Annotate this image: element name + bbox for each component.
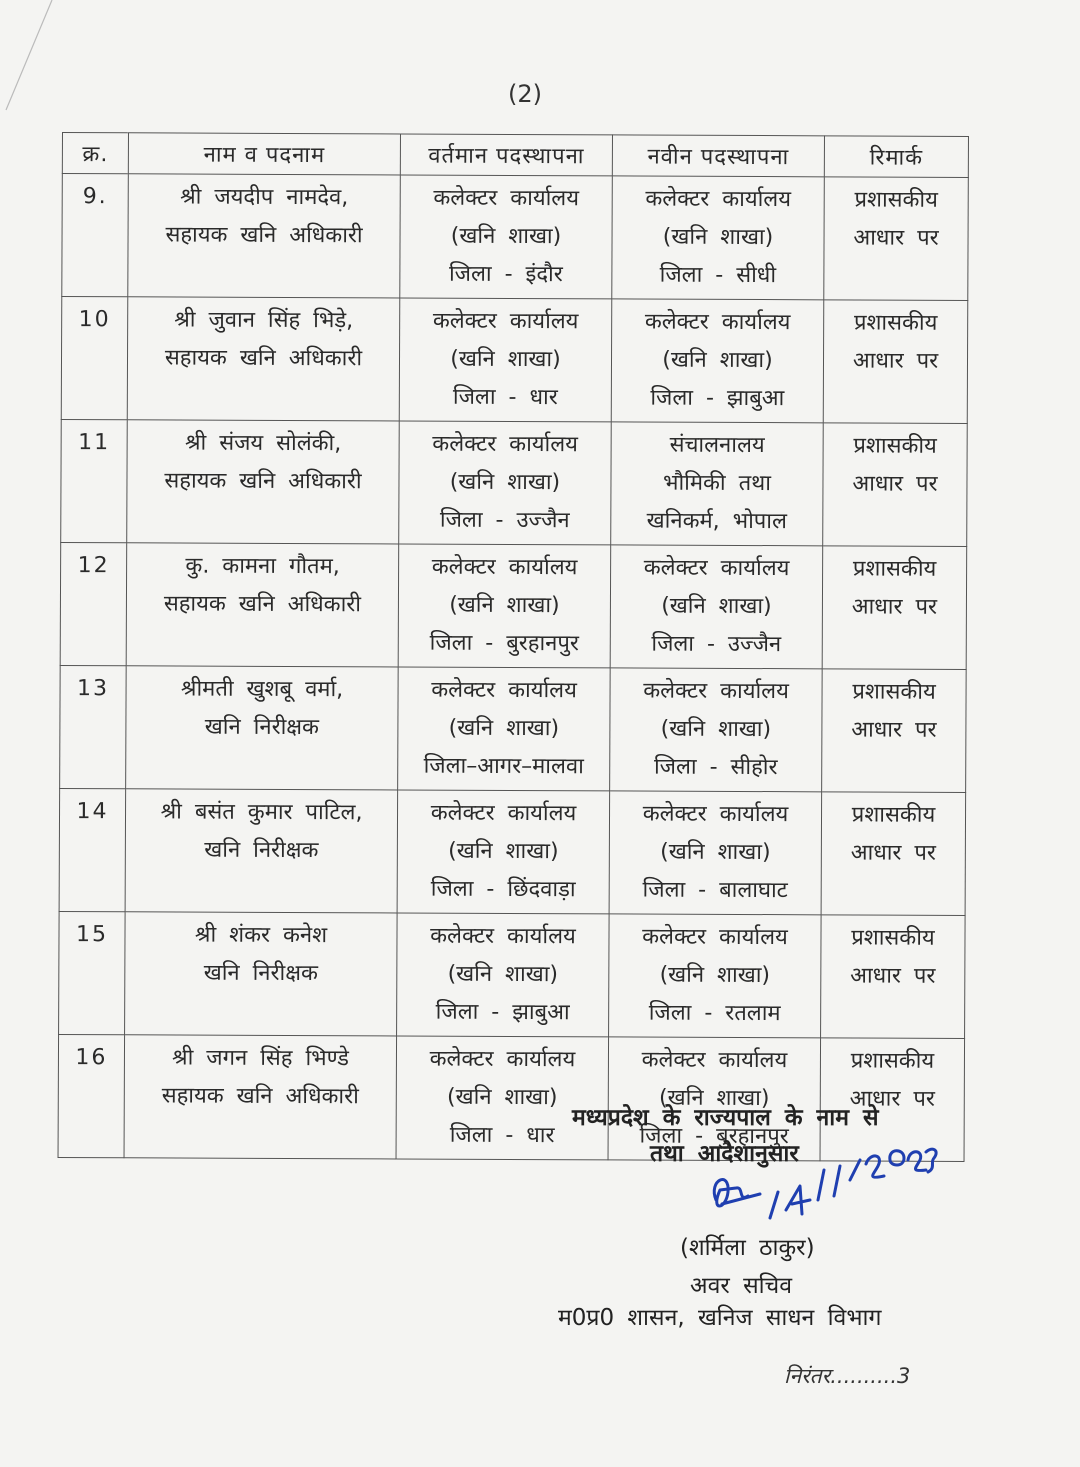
name-line: सहायक खनि अधिकारी [164,345,363,372]
current-posting-line: कलेक्टर कार्यालय [432,431,579,458]
name-line: सहायक खनि अधिकारी [161,1083,359,1110]
page-number: (2) [508,80,542,108]
current-posting-cell [396,1036,609,1160]
remark-line: प्रशासकीय [851,925,935,951]
current-posting-line: (खनि शाखा) [447,961,559,988]
name-line: श्री संजय सोलंकी, [184,430,342,457]
name-line: श्री जगन सिंह भिण्डे [171,1045,349,1072]
new-posting-cell [611,422,824,546]
new-posting-line: (खनि शाखा) [662,347,773,374]
name-line: श्रीमती खुशबू वर्मा, [180,676,344,703]
name-line: सहायक खनि अधिकारी [164,468,362,495]
new-posting-line: कलेक्टर कार्यालय [644,309,791,336]
header-remark: रिमार्क [824,136,968,178]
current-posting-cell [398,544,611,668]
name-line: श्री जुवान सिंह भिड़े, [174,307,354,334]
current-posting-cell [400,175,613,299]
authority-line: मध्यप्रदेश के राज्यपाल के नाम से [572,1105,879,1131]
remark-line: प्रशासकीय [852,679,936,705]
current-posting-cell [397,790,610,914]
name-cell [127,420,400,544]
remark-line: आधार पर [852,471,938,497]
current-posting-line: कलेक्टर कार्यालय [432,308,579,335]
current-posting-line: (खनि शाखा) [448,715,560,742]
new-posting-line: जिला - बुरहानपुर [639,1123,789,1150]
remark-line: प्रशासकीय [854,187,938,213]
table-row [60,665,967,792]
name-line: सहायक खनि अधिकारी [163,591,362,618]
new-posting-cell [612,176,825,300]
remark-line: आधार पर [850,963,936,989]
name-cell [126,543,399,667]
remark-line: आधार पर [853,225,939,251]
new-posting-line: (खनि शाखा) [659,962,771,989]
table-header-row [62,133,968,178]
current-posting-line: जिला–आगर–मालवा [423,753,584,780]
current-posting-line: जिला - बुरहानपुर [429,630,579,657]
name-line: श्री जयदीप नामदेव, [180,184,349,211]
table-body [58,174,968,1162]
current-posting-line: जिला - धार [449,1122,555,1149]
current-posting-line: (खनि शाखा) [450,223,562,250]
name-line: खनि निरीक्षक [204,837,319,864]
signatory-title: अवर सचिव [690,1273,792,1299]
current-posting-line: कलेक्टर कार्यालय [431,554,578,581]
remark-line: आधार पर [849,1086,935,1112]
current-posting-line: जिला - धार [452,384,558,411]
new-posting-line: जिला - सीधी [659,262,777,289]
serial-cell: 10 [61,297,128,420]
new-posting-cell [609,791,822,915]
name-cell [128,174,401,298]
new-posting-line: कलेक्टर कार्यालय [643,678,789,705]
current-posting-line: (खनि शाखा) [448,838,559,865]
current-posting-line: जिला - झाबुआ [435,999,570,1026]
header-new-posting: नवीन पदस्थापना [612,135,824,177]
new-posting-line: (खनि शाखा) [662,224,774,251]
remark-line: आधार पर [851,594,938,620]
remark-line: आधार पर [850,840,937,866]
table-row [59,788,966,915]
current-posting-line: कलेक्टर कार्यालय [430,800,577,827]
table-row [60,542,967,669]
new-posting-line: जिला - उज्जैन [651,631,782,658]
current-posting-line: जिला - छिंदवाड़ा [430,876,576,903]
current-posting-line: कलेक्टर कार्यालय [429,1046,576,1073]
name-cell [125,912,398,1036]
current-posting-cell [397,913,610,1037]
serial-cell: 15 [59,911,126,1034]
new-posting-line: संचालनालय [669,432,765,459]
current-posting-line: (खनि शाखा) [449,592,560,619]
current-posting-line: (खनि शाखा) [449,469,561,496]
current-posting-line: जिला - उज्जैन [439,507,570,534]
current-posting-line: कलेक्टर कार्यालय [430,923,576,950]
new-posting-line: कलेक्टर कार्यालय [641,1047,788,1074]
new-posting-line: (खनि शाखा) [660,716,772,743]
new-posting-cell [609,914,822,1038]
table-row [62,174,969,301]
remark-line: प्रशासकीय [850,1048,935,1074]
header-current-posting: वर्तमान पदस्थापना [400,134,612,176]
new-posting-line: कलेक्टर कार्यालय [645,186,792,213]
table-row [61,297,968,424]
remark-line: प्रशासकीय [853,310,938,336]
current-posting-line: जिला - इंदौर [448,261,563,288]
continued-marker: निरंतर..........3 [784,1364,911,1388]
serial-cell: 12 [60,542,127,665]
table-row [61,419,968,546]
new-posting-line: (खनि शाखा) [660,839,771,866]
remark-line: प्रशासकीय [852,556,937,582]
serial-cell: 11 [61,419,128,542]
new-posting-cell [610,668,823,792]
new-posting-line: (खनि शाखा) [661,593,772,620]
remark-cell [822,669,967,793]
new-posting-line: खनिकर्म, भोपाल [646,508,787,535]
name-line: श्री शंकर कनेश [194,922,328,949]
header-serial: क्र. [62,133,128,174]
name-line: सहायक खनि अधिकारी [165,222,363,249]
signatory-name: (शर्मिला ठाकुर) [680,1235,815,1261]
name-line: खनि निरीक्षक [204,714,320,741]
header-name-designation: नाम व पदनाम [128,133,400,175]
remark-cell [824,177,969,301]
new-posting-line: जिला - झाबुआ [650,385,785,412]
remark-line: प्रशासकीय [851,802,936,828]
name-line: खनि निरीक्षक [203,960,318,987]
new-posting-line: जिला - सीहोर [653,754,778,781]
new-posting-cell [611,299,824,423]
name-line: कु. कामना गौतम, [185,553,340,580]
name-cell [127,297,400,421]
name-cell [125,789,398,913]
remark-cell [821,915,966,1039]
remark-line: प्रशासकीय [853,433,937,459]
transfer-table [58,132,969,1162]
new-posting-line: जिला - बालाघाट [642,877,788,904]
remark-cell [821,792,966,916]
current-posting-line: कलेक्टर कार्यालय [433,185,580,212]
new-posting-line: भौमिकी तथा [662,470,771,497]
current-posting-cell [398,667,611,791]
order-line: तथा आदेशानुसार [650,1141,799,1167]
name-line: श्री बसंत कुमार पाटिल, [160,799,363,826]
new-posting-line: कलेक्टर कार्यालय [643,555,790,582]
signatory-department: म0प्र0 शासन, खनिज साधन विभाग [558,1305,882,1331]
remark-line: आधार पर [851,717,937,743]
serial-cell: 14 [59,788,126,911]
serial-cell: 13 [60,665,127,788]
current-posting-cell [399,298,612,422]
new-posting-line: कलेक्टर कार्यालय [642,801,789,828]
new-posting-line: जिला - रतलाम [648,1000,781,1027]
remark-cell [823,423,968,547]
name-cell [124,1035,397,1159]
current-posting-line: (खनि शाखा) [450,346,561,373]
current-posting-cell [399,421,612,545]
remark-line: आधार पर [852,348,939,374]
remark-cell [822,546,967,670]
current-posting-line: (खनि शाखा) [447,1084,558,1111]
new-posting-cell [610,545,823,669]
name-cell [126,666,399,790]
new-posting-line: कलेक्टर कार्यालय [642,924,788,951]
new-posting-line: (खनि शाखा) [659,1085,770,1112]
serial-cell: 9. [62,174,129,297]
remark-cell [823,300,968,424]
handwritten-signature [700,1130,940,1240]
current-posting-line: कलेक्टर कार्यालय [431,677,577,704]
serial-cell: 16 [58,1034,125,1157]
table-row [59,911,966,1038]
